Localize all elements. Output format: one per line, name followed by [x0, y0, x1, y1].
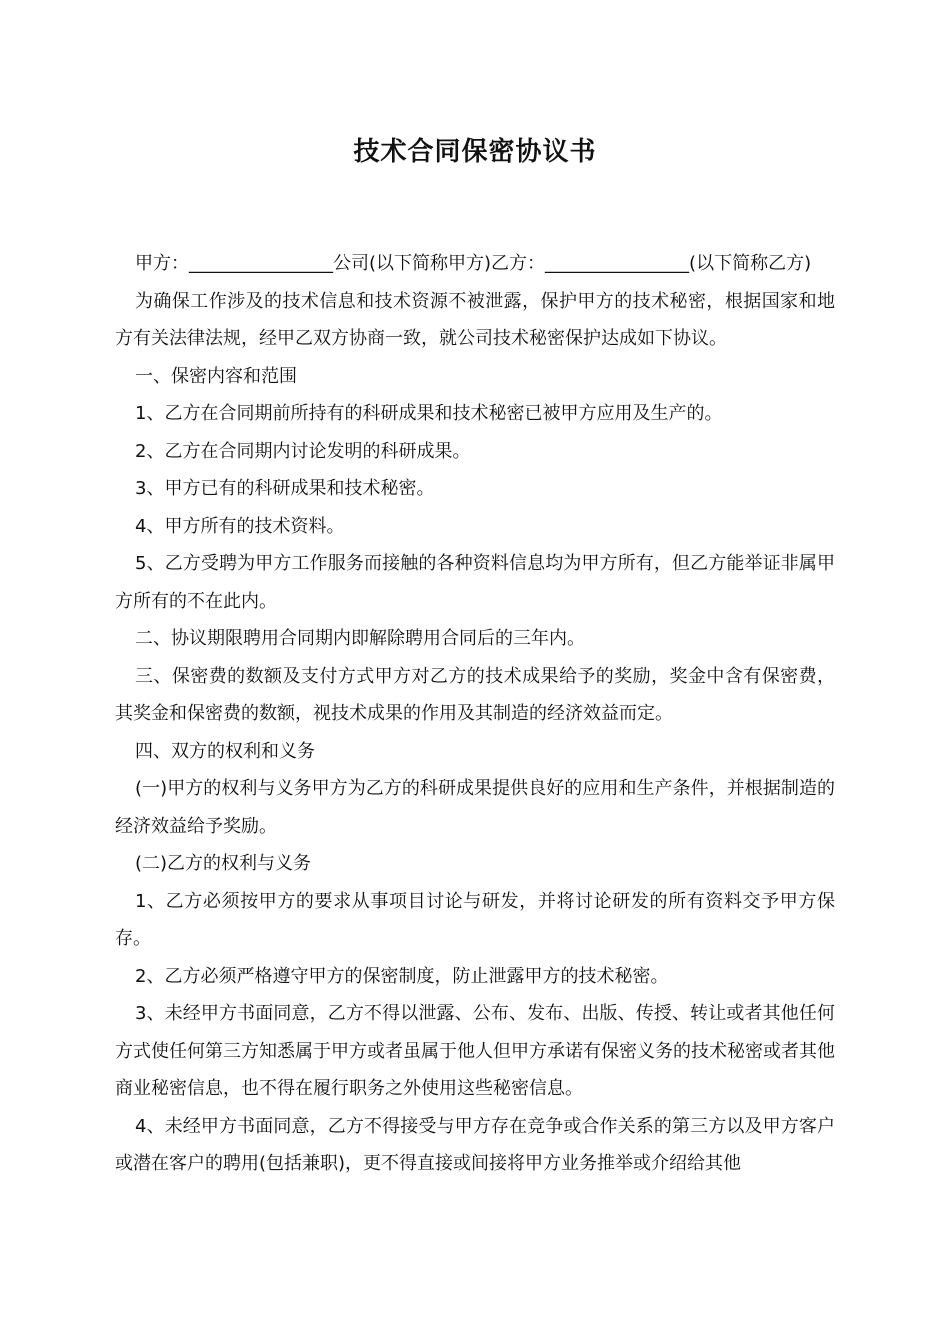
- party-line: 甲方：________________公司(以下简称甲方)乙方：________________(以下简称乙方): [135, 253, 812, 274]
- clause-1-4: 4、甲方所有的技术资料。: [135, 515, 345, 537]
- document-body: [115, 245, 835, 1183]
- section-heading-rights: 四、双方的权利和义务: [135, 740, 315, 762]
- section-fee: 三、保密费的数额及支付方式甲方对乙方的技术成果给予的奖励，奖金中含有保密费，其奖金和保密费的数额，视技术成果的作用及其制造的经济效益而定。: [115, 665, 835, 724]
- clause-1-1: 1、乙方在合同期前所持有的科研成果和技术秘密已被甲方应用及生产的。: [135, 403, 723, 424]
- clause-1-2: 2、乙方在合同期内讨论发明的科研成果。: [135, 440, 471, 462]
- clause-b-2: 2、乙方必须严格遵守甲方的保密制度，防止泄露甲方的技术秘密。: [135, 965, 669, 987]
- clause-1-3: 3、甲方已有的科研成果和技术秘密。: [135, 478, 435, 499]
- clause-b-4: 4、未经甲方书面同意，乙方不得接受与甲方存在竞争或合作关系的第三方以及甲方客户或潜在客户的聘用(包括兼职)，更不得直接或间接将甲方业务推举或介绍给其他: [115, 1115, 835, 1174]
- clause-party-b-heading: (二)乙方的权利与义务: [135, 853, 312, 874]
- clause-b-1: 1、乙方必须按甲方的要求从事项目讨论与研发，并将讨论研发的所有资料交予甲方保存。: [115, 890, 835, 949]
- document-title: 技术合同保密协议书: [353, 137, 597, 167]
- clause-party-a-rights: (一)甲方的权利与义务甲方为乙方的科研成果提供良好的应用和生产条件，并根据制造的经济效益给予奖励。: [115, 778, 835, 837]
- clause-1-5: 5、乙方受聘为甲方工作服务而接触的各种资料信息均为甲方所有，但乙方能举证非属甲方所有的不在此内。: [115, 553, 835, 612]
- section-term: 二、协议期限聘用合同期内即解除聘用合同后的三年内。: [135, 628, 585, 649]
- preamble-paragraph: 为确保工作涉及的技术信息和技术资源不被泄露，保护甲方的技术秘密，根据国家和地方有关法律法规，经甲乙双方协商一致，就公司技术秘密保护达成如下协议。: [115, 290, 835, 349]
- section-heading-scope: 一、保密内容和范围: [135, 365, 297, 387]
- clause-b-3: 3、未经甲方书面同意，乙方不得以泄露、公布、发布、出版、传授、转让或者其他任何方式使任何第三方知悉属于甲方或者虽属于他人但甲方承诺有保密义务的技术秘密或者其他商业秘密信息，也不得在履行职务之外使用这些秘密信息。: [115, 1003, 835, 1099]
